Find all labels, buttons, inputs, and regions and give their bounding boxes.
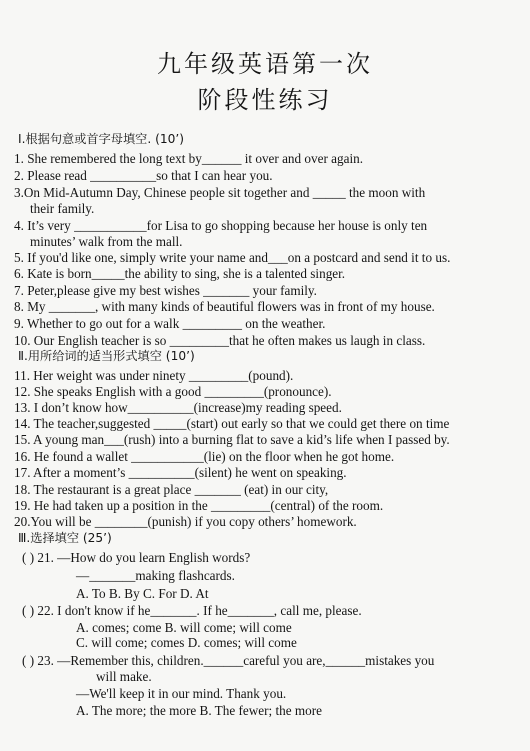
question-4-cont: minutes’ walk from the mall.	[30, 234, 183, 249]
question-2: 2. Please read __________so that I can hear you.	[14, 168, 273, 183]
question-21: ( ) 21. —How do you learn English words?	[22, 550, 251, 565]
question-23-options: A. The more; the more B. The fewer; the more	[76, 703, 322, 718]
title-line-1: 九年级英语第一次	[157, 50, 373, 78]
question-11: 11. Her weight was under ninety _________(pound).	[14, 368, 294, 383]
question-22-options-cd: C. will come; comes D. comes; will come	[76, 635, 297, 650]
question-22: ( ) 22. I don't know if he_______. If he_______, call me, please.	[22, 603, 362, 618]
question-9: 9. Whether to go out for a walk _________ on the weather.	[14, 316, 326, 331]
question-14: 14. The teacher,suggested _____(start) out early so that we could get there on time	[14, 416, 450, 431]
question-23-cont: will make.	[96, 669, 152, 684]
question-23-reply: —We'll keep it in our mind. Thank you.	[76, 686, 287, 701]
section3-heading: Ⅲ.选择填空 (25’)	[18, 531, 112, 545]
question-3-cont: their family.	[30, 201, 95, 216]
question-17: 17. After a moment’s __________(silent) he went on speaking.	[14, 465, 347, 480]
title-line-2: 阶段性练习	[197, 86, 333, 114]
question-18: 18. The restaurant is a great place _______ (eat) in our city,	[14, 482, 329, 497]
question-19: 19. He had taken up a position in the _________(central) of the room.	[14, 498, 384, 513]
question-16: 16. He found a wallet ___________(lie) on the floor when he got home.	[14, 449, 395, 464]
question-10: 10. Our English teacher is so _________that he often makes us laugh in class.	[14, 333, 426, 348]
section2-heading: Ⅱ.用所给词的适当形式填空 (10’)	[18, 349, 195, 363]
question-7: 7. Peter,please give my best wishes _______ your family.	[14, 283, 317, 298]
question-23: ( ) 23. —Remember this, children.______careful you are,______mistakes you	[22, 653, 435, 668]
question-21-prompt: —_______making flashcards.	[76, 568, 235, 583]
question-5: 5. If you'd like one, simply write your name and___on a postcard and send it to us.	[14, 250, 451, 265]
question-8: 8. My _______, with many kinds of beautiful flowers was in front of my house.	[14, 299, 435, 314]
question-13: 13. I don’t know how__________(increase)my reading speed.	[14, 400, 342, 415]
question-1: 1. She remembered the long text by______ it over and over again.	[14, 151, 364, 166]
question-20: 20.You will be ________(punish) if you copy others’ homework.	[14, 514, 357, 529]
question-6: 6. Kate is born_____the ability to sing, she is a talented singer.	[14, 266, 346, 281]
question-21-options: A. To B. By C. For D. At	[76, 586, 209, 601]
question-12: 12. She speaks English with a good _________(pronounce).	[14, 384, 332, 399]
question-15: 15. A young man___(rush) into a burning flat to save a kid’s life when I passed by.	[14, 432, 450, 447]
question-4: 4. It’s very ___________for Lisa to go shopping because her house is only ten	[14, 218, 428, 233]
question-22-options-ab: A. comes; come B. will come; will come	[76, 620, 292, 635]
section1-heading: Ⅰ.根据句意或首字母填空. (10’)	[18, 132, 184, 146]
question-3: 3.On Mid-Autumn Day, Chinese people sit together and _____ the moon with	[14, 185, 426, 200]
